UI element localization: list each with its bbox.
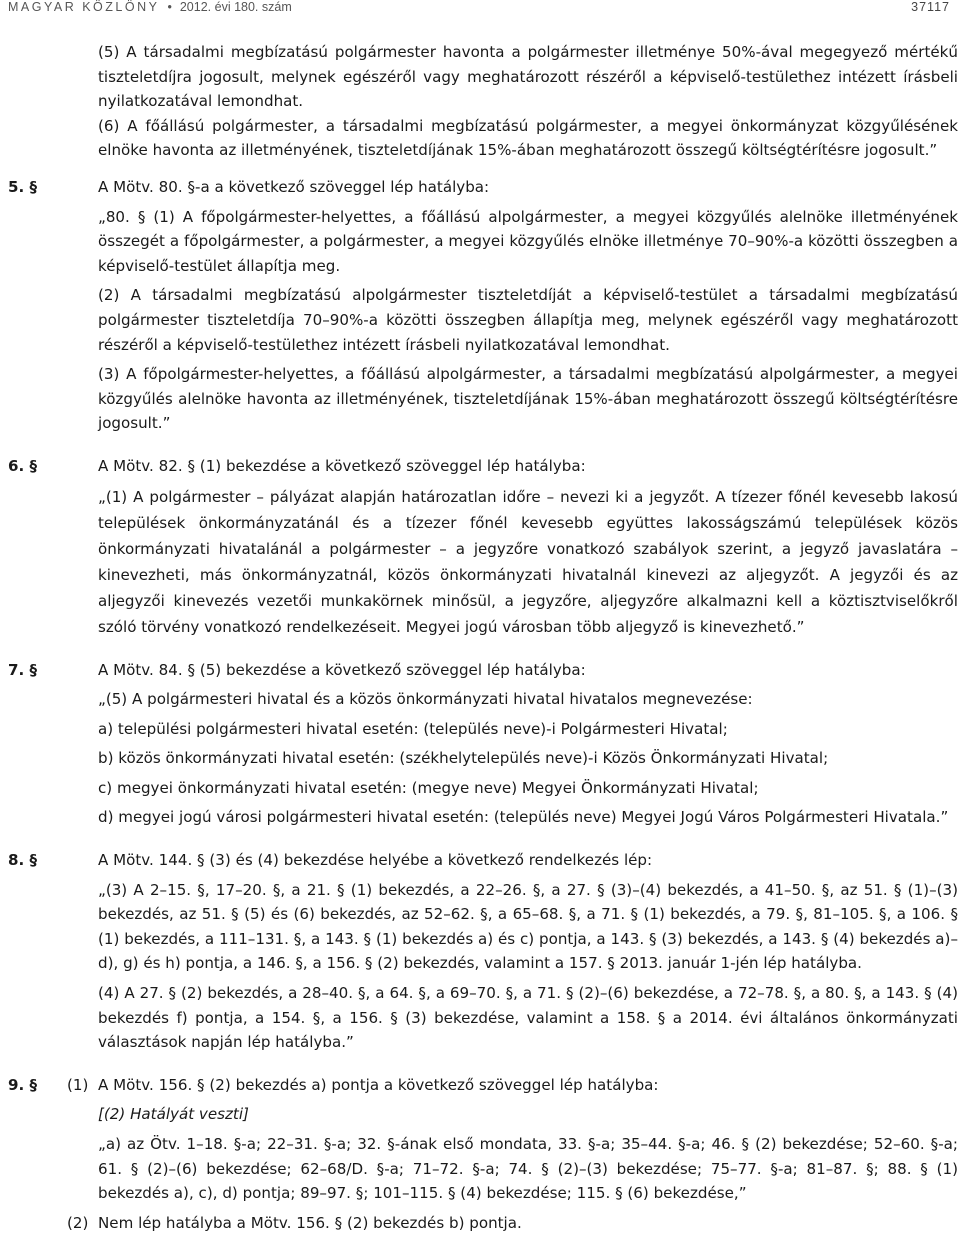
amendment-paragraph: „80. § (1) A főpolgármester-helyettes, a főállású alpolgármester, a megyei közgyűlés alelnöke illetményének összegét a főpolgármester, a polgármester, a megyei közgyűlés elnöke illetménye 70–90%-a közötti összegben a képviselő-testület állapítja meg.	[98, 207, 958, 275]
section-heading: A Mötv. 80. §-a a következő szöveggel lép hatályba:	[98, 177, 490, 196]
amendment-paragraph: „(3) A 2–15. §, 17–20. §, a 21. § (1) bekezdés, a 22–26. §, a 27. § (3)–(4) bekezdés, a 41–50. §, az 51. § (1)–(3) bekezdés, az 51. § (5) és (6) bekezdés, az 52–62. §, a 65–68. §, a 71. § (1) bekezdés, a 79. §, 81–105. §, a 106. § (1) bekezdés, a 111–131. §, a 143. § (1) bekezdés a) és c) pontja, a 143. § (3) bekezdés, a 143. § (4) bekezdés a)–d), g) és h) pontja, a 146. §, a 156. § (2) bekezdés, valamint a 157. § 2013. január 1-jén lép hatályba.	[98, 880, 958, 973]
section-heading: A Mötv. 144. § (3) és (4) bekezdése helyébe a következő rendelkezés lép:	[98, 851, 653, 870]
paragraph-6: (6) A főállású polgármester, a társadalmi megbízatású polgármester, a megyei önkormányzat közgyűlésének elnöke havonta az illetményének, tiszteletdíjának 15%-ában meghatározott összegű költségtérítésre jogosult.”	[98, 116, 958, 160]
amendment-paragraph: (3) A főpolgármester-helyettes, a főállású alpolgármester, a társadalmi megbízatású alpolgármester, a megyei közgyűlés alelnöke havonta az illetményének, tiszteletdíjának 15%-ában meghatározott összegű költségtérítésre jogosult.”	[98, 365, 958, 433]
section-heading: A Mötv. 82. § (1) bekezdése a következő szöveggel lép hatályba:	[98, 456, 586, 475]
subsection-text: Nem lép hatályba a Mötv. 156. § (2) bekezdés b) pontja.	[98, 1213, 522, 1232]
section-6	[8, 454, 958, 640]
subsection-2	[67, 1211, 958, 1236]
section-label: 9. §	[8, 1075, 38, 1094]
amendment-list-item: c) megyei önkormányzati hivatal esetén: (megye neve) Megyei Önkormányzati Hivatal;	[98, 778, 759, 797]
document-body	[8, 40, 958, 1235]
amendment-paragraph: (4) A 27. § (2) bekezdés, a 28–40. §, a 64. §, a 69–70. §, a 71. § (2)–(6) bekezdése, a 72–78. §, a 80. §, a 143. § (4) bekezdés f) pontja, a 154. §, a 156. § (3) bekezdése, valamint a 158. § a 2014. évi általános önkormányzati választások napján lép hatályba.”	[98, 984, 958, 1052]
paragraph-5: (5) A társadalmi megbízatású polgármester havonta a polgármester illetménye 50%-ával megegyező mértékű tiszteletdíjra jogosult, melynek egészéről vagy meghatározott részéről a képviselő-testülethez intézett írásbeli nyilatkozatával lemondhat.	[98, 43, 958, 111]
section-label: 6. §	[8, 456, 38, 475]
amendment-paragraph: (2) A társadalmi megbízatású alpolgármester tiszteletdíját a képviselő-testület a társadalmi megbízatású polgármester tiszteletdíja 70–90%-a közötti összegben állapítja meg, melynek egészéről vagy meghatározott részéről a képviselő-testülethez intézett írásbeli nyilatkozatával lemondhat.	[98, 286, 958, 354]
header-journal-issue	[8, 0, 292, 14]
bullet-separator: •	[167, 0, 172, 14]
section-heading: A Mötv. 84. § (5) bekezdése a következő szöveggel lép hatályba:	[98, 660, 586, 679]
page-number: 37117	[911, 0, 950, 14]
amendment-list-item: b) közös önkormányzati hivatal esetén: (székhelytelepülés neve)-i Közös Önkormányzati Hivatal;	[98, 749, 829, 768]
subsection-label: (1)	[67, 1075, 89, 1094]
section-label: 7. §	[8, 660, 38, 679]
subsection-1	[67, 1073, 958, 1206]
section-5	[8, 175, 958, 436]
amendment-paragraph: „a) az Ötv. 1–18. §-a; 22–31. §-a; 32. §-ának első mondata, 33. §-a; 35–44. §-a; 46. § (2) bekezdése; 52–60. §-a; 61. § (2)–(6) bekezdése; 62–68/D. §-a; 71–72. §-a; 74. § (2)–(3) bekezdése; 75–77. §-a; 81–87. §; 88. § (1) bekezdés a), c), d) pontja; 89–97. §; 101–115. § (4) bekezdése; 115. § (6) bekezdése,”	[98, 1135, 958, 1203]
subsection-label: (2)	[67, 1213, 89, 1232]
journal-title: MAGYAR KÖZLÖNY	[8, 0, 160, 14]
section-label: 5. §	[8, 177, 38, 196]
section-8	[8, 848, 958, 1055]
section-heading: A Mötv. 156. § (2) bekezdés a) pontja a következő szöveggel lép hatályba:	[98, 1075, 659, 1094]
amendment-paragraph: „(5) A polgármesteri hivatal és a közös önkormányzati hivatal hivatalos megnevezése:	[98, 690, 753, 709]
amendment-list-item: d) megyei jogú városi polgármesteri hivatal esetén: (település neve) Megyei Jogú Város Polgármesteri Hivatala.”	[98, 808, 949, 827]
amendment-list-item: a) települési polgármesteri hivatal esetén: (település neve)-i Polgármesteri Hivatal;	[98, 719, 728, 738]
section-7	[8, 658, 958, 831]
italic-note: [(2) Hatályát veszti]	[98, 1105, 249, 1124]
running-header	[8, 0, 950, 18]
section-label: 8. §	[8, 851, 38, 870]
amendment-paragraph: „(1) A polgármester – pályázat alapján határozatlan időre – nevezi ki a jegyzőt. A tízezer főnél kevesebb lakosú települések önkormányzatánál és a tízezer főnél kevesebb együttes lakosságszámú települések közös önkormányzati hivatalánál a polgármester – a jegyzőre vonatkozó szabályok szerint, a jegyző javaslatára – kinevezheti, más önkormányzatnál, közös önkormányzati hivatalnál kinevezi az aljegyzőt. A jegyzői és az aljegyzői kinevezés vezetői munkakörnek minősül, a jegyzőre, aljegyzőre alkalmazni kell a köztisztviselőkről szóló törvény vonatkozó rendelkezéseit. Megyei jogú városban több aljegyző is kinevezhető.”	[98, 487, 958, 636]
issue-number: 2012. évi 180. szám	[179, 0, 292, 14]
section-9	[8, 1073, 958, 1236]
